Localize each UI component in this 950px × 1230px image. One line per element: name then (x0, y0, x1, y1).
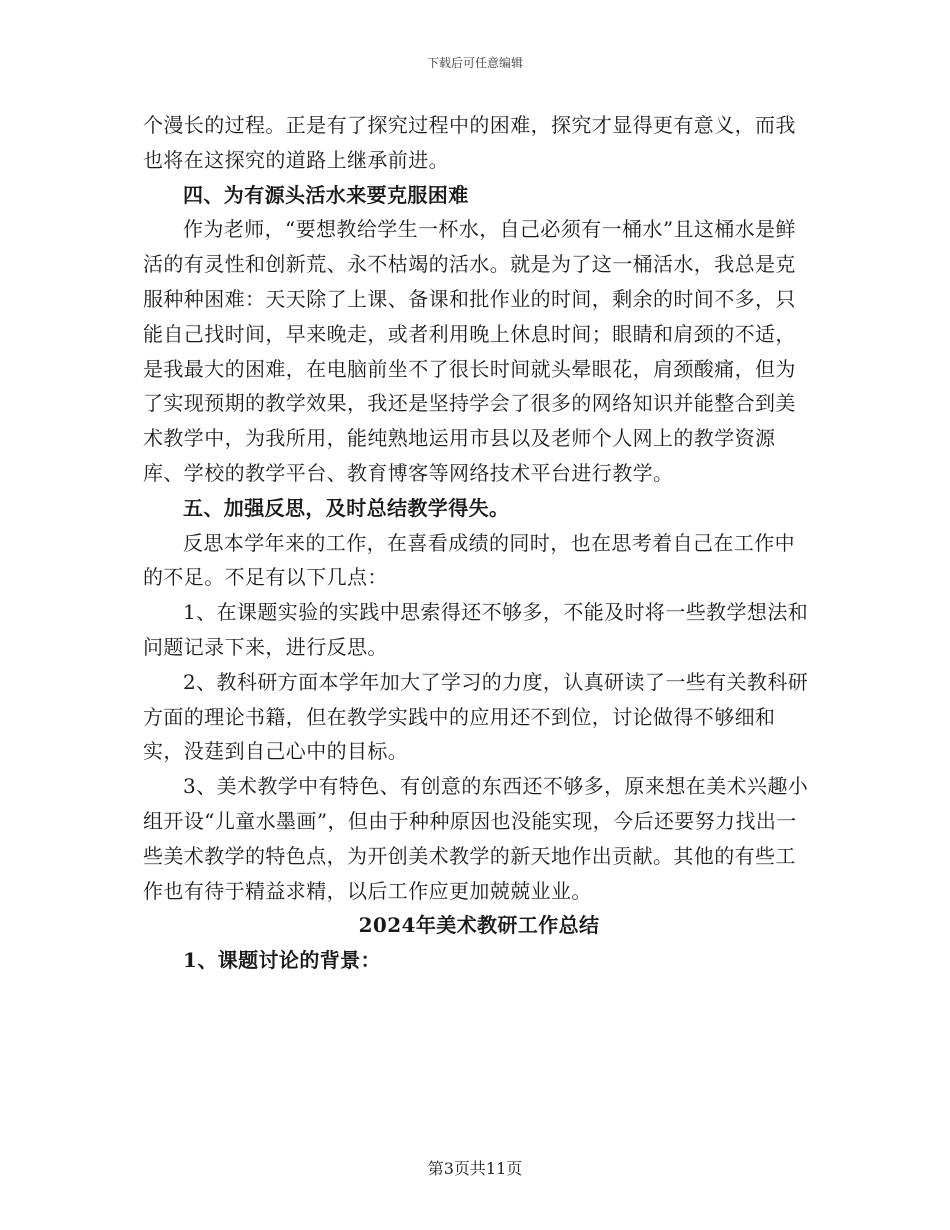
paragraph-reflection-intro: 反思本学年来的工作，在喜看成绩的同时，也在思考着自己在工作中的不足。不足有以下几点： (143, 530, 795, 590)
subsection-heading-1: 1、课题讨论的背景： (183, 948, 381, 973)
page-header-note: 下载后可任意编辑 (426, 56, 523, 70)
document-body (143, 108, 815, 978)
section-heading-5: 五、加强反思，及时总结教学得失。 (183, 495, 510, 520)
document-title: 2024年美术教研工作总结 (358, 913, 600, 938)
section-heading-4: 四、为有源头活水来要克服困难 (183, 182, 469, 207)
paragraph-shortcoming-2: 2、教科研方面本学年加大了学习的力度，认真研读了一些有关教科研方面的理论书籍，但在教学实践中的应用还不到位，讨论做得不够细和实，没莛到自己心中的目标。 (143, 669, 809, 764)
paragraph-shortcoming-1: 1、在课题实验的实践中思索得还不够多，不能及时将一些教学想法和问题记录下来，进行反思。 (143, 600, 809, 659)
paragraph-continuation: 个漫长的过程。正是有了探究过程中的困难，探究才显得更有意义，而我也将在这探究的道路上继承前进。 (143, 113, 796, 172)
paragraph-shortcoming-3: 3、美术教学中有特色、有创意的东西还不够多，原来想在美术兴趣小组开设“儿童水墨画”，但由于种种原因也没能实现，今后还要努力找出一些美术教学的特色点，为开创美术教学的新天地作出贡献。其他的有些工作也有待于精益求精，以后工作应更加兢兢业业。 (143, 774, 809, 903)
paragraph-overcome-difficulties: 作为老师，“要想教给学生一杯水，自己必须有一桶水”且这桶水是鲜活的有灵性和创新荒、永不枯竭的活水。就是为了这一桶活水，我总是克服种种困难：天天除了上课、备课和批作业的时间，剩余的时间不多，只能自己找时间，早来晚走，或者利用晚上休息时间；眼睛和肩颈的不适，是我最大的困难，在电脑前坐不了很长时间就头晕眼花，肩颈酸痛，但为了实现预期的教学效果，我还是坚持学会了很多的网络知识并能整合到美术教学中，为我所用，能纯熟地运用市县以及老师个人网上的教学资源库、学校的教学平台、教育博客等网络技术平台进行教学。 (143, 217, 796, 485)
page-number: 第3页共11页 (427, 1159, 523, 1178)
